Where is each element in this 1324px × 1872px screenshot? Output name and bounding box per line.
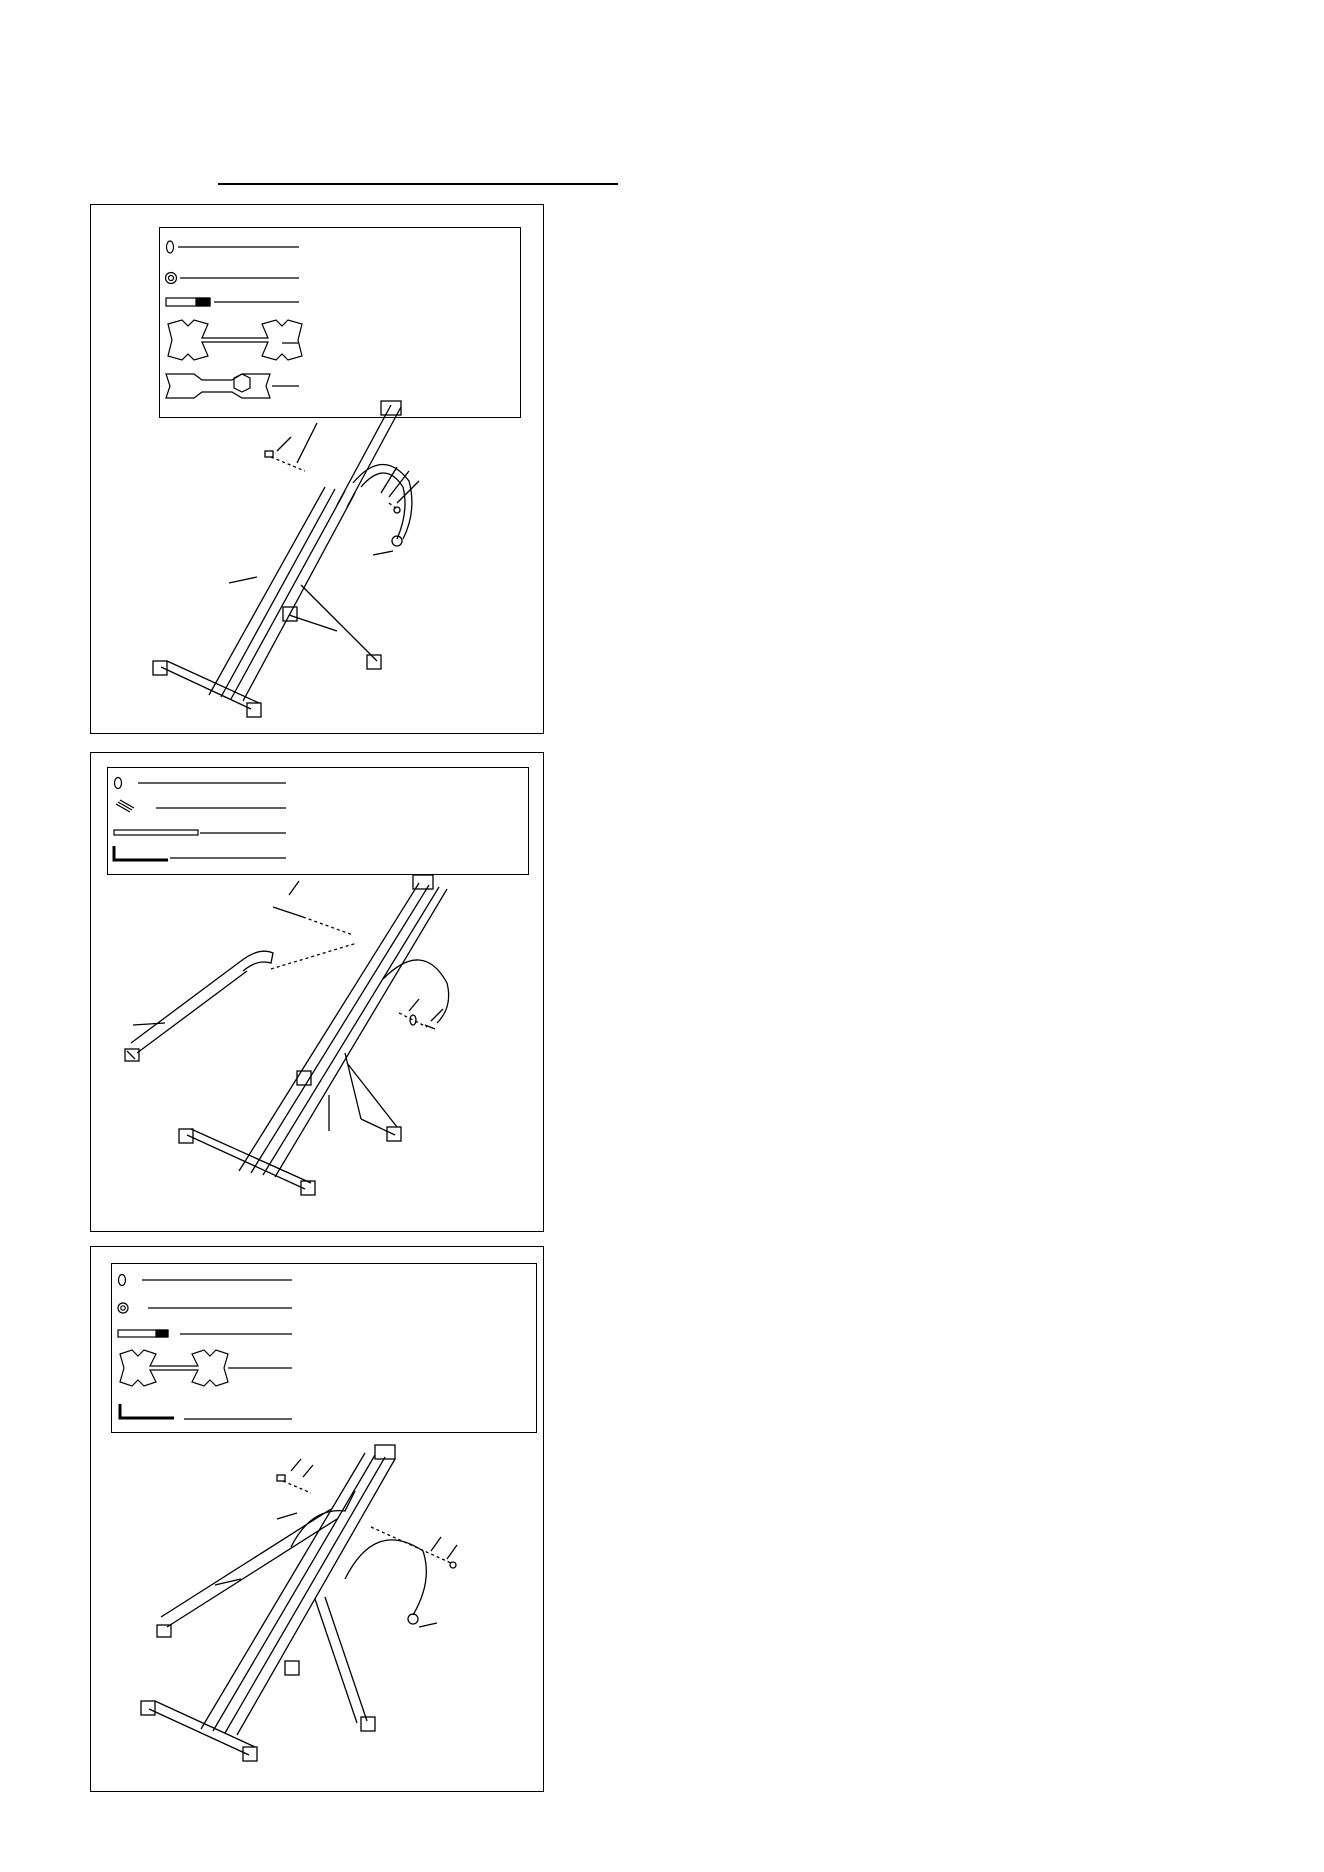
step-1-panel bbox=[90, 204, 544, 734]
step-3-panel bbox=[90, 1246, 544, 1792]
step-3-assembly-drawing bbox=[91, 1247, 637, 1793]
step-2-assembly-drawing bbox=[91, 753, 545, 1233]
step-1-assembly-drawing bbox=[91, 205, 545, 735]
step-2-panel bbox=[90, 752, 544, 1232]
title-underline bbox=[218, 183, 618, 185]
